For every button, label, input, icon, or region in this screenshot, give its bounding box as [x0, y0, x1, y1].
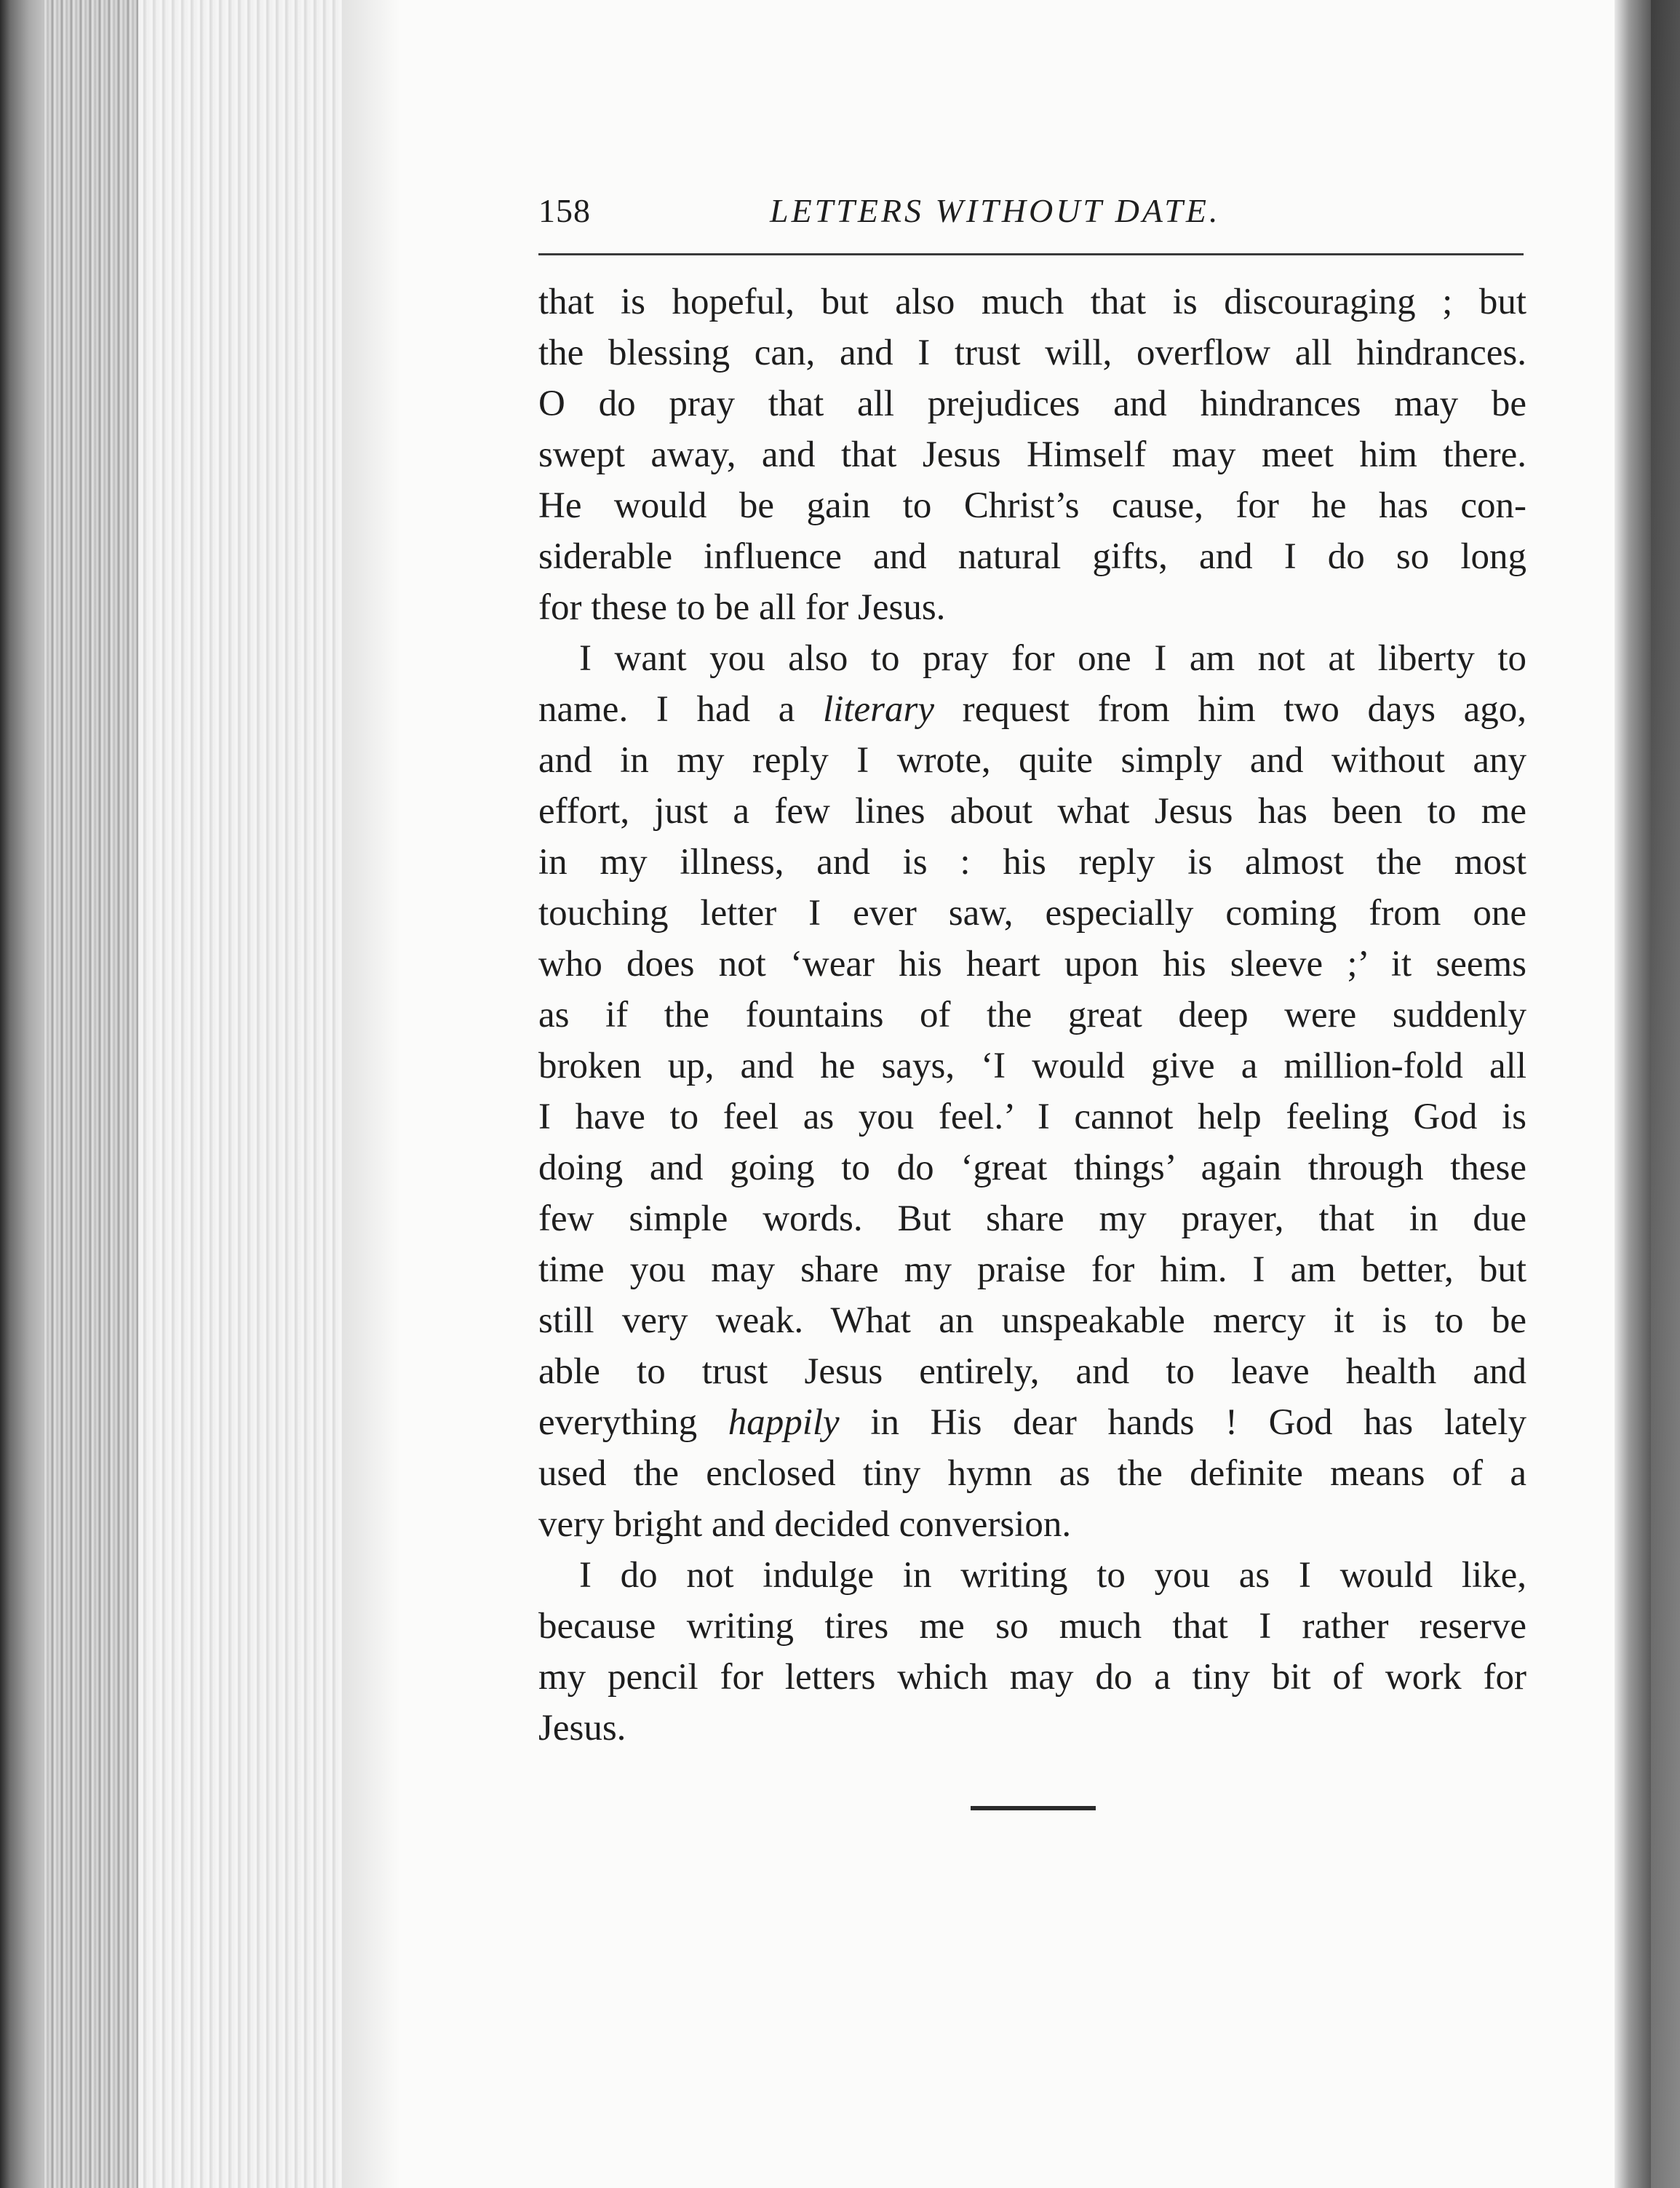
- text-line: able to trust Jesus entirely, and to leave health and: [538, 1351, 1526, 1392]
- text-line: O do pray that all prejudices and hindrances may be: [538, 383, 1526, 424]
- running-head: [538, 189, 1526, 240]
- text-line: few simple words. But share my prayer, that in due: [538, 1198, 1526, 1239]
- end-rule: [971, 1806, 1096, 1810]
- text-line: I want you also to pray for one I am not at liberty to: [579, 638, 1526, 679]
- body-text: [538, 277, 1526, 1754]
- paragraph: [538, 633, 1526, 1550]
- text-line: in my illness, and is : his reply is almost the most: [538, 842, 1526, 883]
- text-line: who does not ‘wear his heart upon his sleeve ;’ it seems: [538, 944, 1526, 984]
- text-line: time you may share my praise for him. I am better, but: [538, 1249, 1526, 1290]
- running-title: LETTERS WITHOUT DATE.: [770, 192, 1221, 229]
- text-line: as if the fountains of the great deep were suddenly: [538, 995, 1526, 1035]
- text-line: broken up, and he says, ‘I would give a million-fold all: [538, 1046, 1526, 1086]
- text-line: that is hopeful, but also much that is discouraging ; but: [538, 282, 1526, 322]
- text-line: still very weak. What an unspeakable mercy it is to be: [538, 1300, 1526, 1341]
- text-line: swept away, and that Jesus Himself may meet him there.: [538, 434, 1526, 475]
- text-line: effort, just a few lines about what Jesus has been to me: [538, 791, 1526, 832]
- paragraph: [538, 1550, 1526, 1754]
- book-page: [538, 189, 1526, 1749]
- text-line: touching letter I ever saw, especially coming from one: [538, 893, 1526, 934]
- text-line: my pencil for letters which may do a tiny bit of work for: [538, 1657, 1526, 1698]
- text-line: the blessing can, and I trust will, overflow all hindrances.: [538, 333, 1526, 373]
- text-line: because writing tires me so much that I rather reserve: [538, 1606, 1526, 1647]
- text-line: for these to be all for Jesus.: [538, 587, 946, 628]
- header-rule: [538, 253, 1524, 255]
- spine-shadow: [342, 0, 400, 2188]
- text-line: I have to feel as you feel.’ I cannot help feeling God is: [538, 1097, 1526, 1137]
- binding-shadow: [0, 0, 44, 2188]
- text-line: I do not indulge in writing to you as I would like,: [579, 1555, 1526, 1596]
- page-edges-light: [138, 0, 342, 2188]
- paragraph: [538, 277, 1526, 633]
- page-number: 158: [538, 192, 591, 229]
- text-line: siderable influence and natural gifts, and I do so long: [538, 536, 1526, 577]
- text-line: very bright and decided conversion.: [538, 1504, 1072, 1545]
- right-edge-shadow: [1651, 0, 1680, 2188]
- text-line: He would be gain to Christ’s cause, for he has con-: [538, 485, 1526, 526]
- text-line: used the enclosed tiny hymn as the definite means of a: [538, 1453, 1526, 1494]
- text-line: and in my reply I wrote, quite simply and without any: [538, 740, 1526, 781]
- text-line: everything happily in His dear hands ! God has lately: [538, 1402, 1526, 1443]
- text-line: doing and going to do ‘great things’ again through these: [538, 1147, 1526, 1188]
- text-line: Jesus.: [538, 1708, 626, 1749]
- text-line: name. I had a literary request from him two days ago,: [538, 689, 1526, 730]
